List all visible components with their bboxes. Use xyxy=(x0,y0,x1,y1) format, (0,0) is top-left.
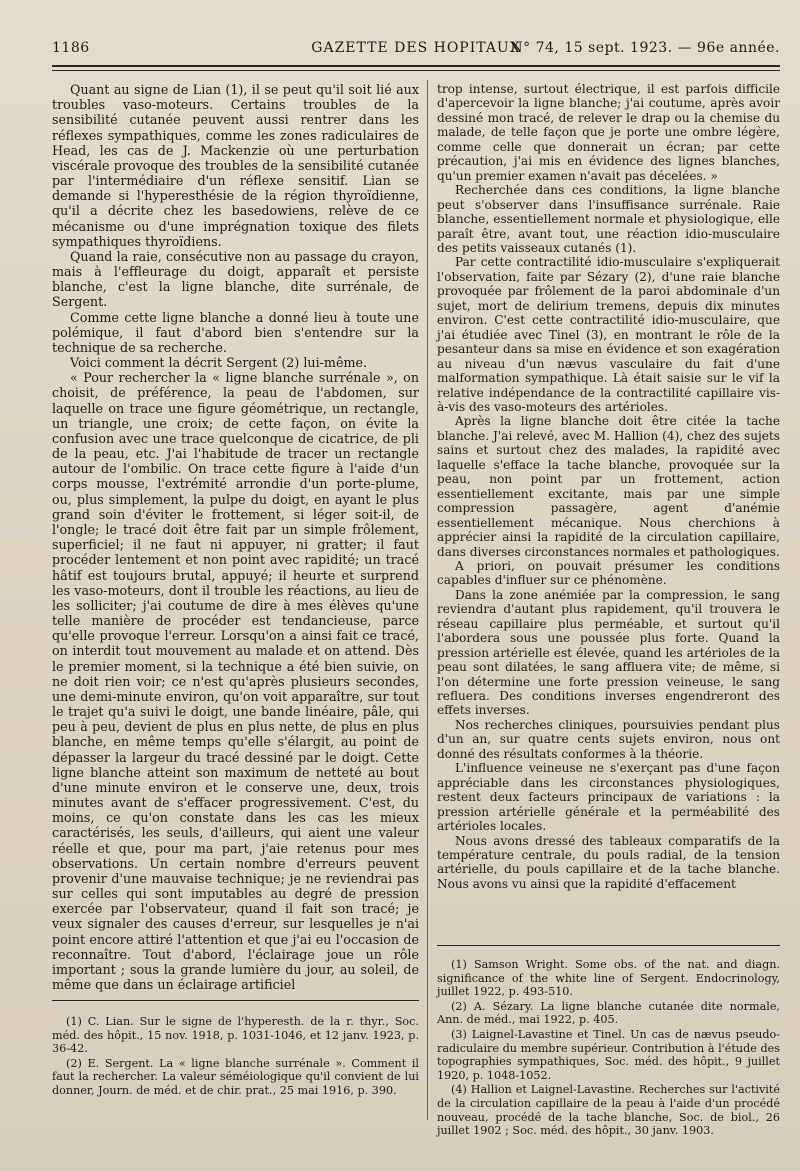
footnote: (2) E. Sergent. La « ligne blanche surrénale ». Comment il faut la rechercher. La valeur séméiologique qu'il convient de lui donner, Journ. de méd. et de chir. prat., 25 mai 1916, p. 390. xyxy=(52,1056,419,1097)
footnote: (3) Laignel-Lavastine et Tinel. Un cas de nævus pseudo-radiculaire du membre supérieur. Contribution à l'étude des topographies sympathiques, Soc. méd. des hôpit., 9 juillet 1920, p. 1048-1052. xyxy=(437,1027,780,1082)
footnote-rule-right xyxy=(437,945,780,946)
paragraph: Dans la zone anémiée par la compression, le sang reviendra d'autant plus rapidement, qu'il trouvera le réseau capillaire plus perméable, et surtout qu'il l'abordera sous une poussée plus forte. Quand la pression artérielle est élevée, quand les artérioles de la peau sont dilatées, le sang affluera vite; de même, si l'on détermine une forte pression veineuse, le sang refluera. Des conditions inverses engendreront des effets inverses. xyxy=(437,587,780,718)
footnotes-right xyxy=(437,958,780,1139)
left-column xyxy=(52,82,419,992)
footnotes-left xyxy=(52,1015,419,1099)
page-number: 1186 xyxy=(52,40,90,56)
paragraph: Nous avons dressé des tableaux comparatifs de la température centrale, du pouls radial, de la tension artérielle, du pouls capillaire et de la tache blanche. Nous avons vu ainsi que la rapidité d'effacement xyxy=(437,833,780,891)
header-rule xyxy=(52,65,780,67)
journal-title: GAZETTE DES HOPITAUX xyxy=(311,40,521,56)
footnote: (4) Hallion et Laignel-Lavastine. Recherches sur l'activité de la circulation capillaire de la peau à l'aide d'un procédé nouveau, procédé de la tache blanche, Soc. de biol., 26 juillet 1902 ; Soc. méd. des hôpit., 30 janv. 1903. xyxy=(437,1083,780,1138)
paragraph: trop intense, surtout électrique, il est parfois difficile d'apercevoir la ligne blanche; j'ai coutume, après avoir dessiné mon tracé, de relever le drap ou la chemise du malade, de telle façon que je porte une ombre légère, comme celle que donnerait un écran; par cette précaution, j'ai mis en évidence des lignes blanches, qu'un premier examen n'avait pas décelées. » xyxy=(437,82,780,183)
paragraph: Quant au signe de Lian (1), il se peut qu'il soit lié aux troubles vaso-moteurs. Certains troubles de la sensibilité cutanée peuvent aussi rentrer dans les réflexes sympathiques, comme les zones radiculaires de Head, les cas de J. Mackenzie où une perturbation viscérale provoque des troubles de la sensibilité cutanée par l'intermédiaire d'un réflexe sensitif. Lian se demande si l'hyperesthésie de la région thyroïdienne, qu'il a décrite chez les basedowiens, relève de ce mécanisme ou d'une imprégnation toxique des filets sympathiques thyroïdiens. xyxy=(52,82,419,249)
header-rule-thin xyxy=(52,70,780,71)
footnote: (1) C. Lian. Sur le signe de l'hyperesth. de la r. thyr., Soc. méd. des hôpit., 15 nov. 1918, p. 1031-1046, et 12 janv. 1923, p. 36-42. xyxy=(52,1015,419,1056)
paragraph: Après la ligne blanche doit être citée la tache blanche. J'ai relevé, avec M. Hallion (4), chez des sujets sains et surtout chez des malades, la rapidité avec laquelle s'efface la tache blanche, provoquée sur la peau, non point par un frottement, action essentiellement excitante, mais par une simple compression passagère, agent d'anémie essentiellement mécanique. Nous cherchions à apprécier ainsi la rapidité de la circulation capillaire, dans diverses circonstances normales et pathologiques. xyxy=(437,414,780,559)
footnote: (2) A. Sézary. La ligne blanche cutanée dite normale, Ann. de méd., mai 1922, p. 405. xyxy=(437,999,780,1027)
paragraph: Voici comment la décrit Sergent (2) lui-même. xyxy=(70,355,368,371)
column-divider xyxy=(427,80,428,1120)
footnote-rule-left xyxy=(52,1000,419,1001)
paragraph: Nos recherches cliniques, poursuivies pendant plus d'un an, sur quatre cents sujets environ, nous ont donné des résultats conformes à la théorie. xyxy=(437,717,780,761)
paragraph: Recherchée dans ces conditions, la ligne blanche peut s'observer dans l'insuffisance surrénale. Raie blanche, essentiellement normale et physiologique, elle paraît être, avant tout, une réaction idio-musculaire des petits vaisseaux cutanés (1). xyxy=(437,183,780,255)
footnote: (1) Samson Wright. Some obs. of the nat. and diagn. significance of the white line of Sergent. Endocrinology, juillet 1922, p. 493-510. xyxy=(437,958,780,999)
paragraph: Comme cette ligne blanche a donné lieu à toute une polémique, il faut d'abord bien s'entendre sur la technique de sa recherche. xyxy=(52,309,419,355)
paragraph: Quand la raie, consécutive non au passage du crayon, mais à l'effleurage du doigt, apparaît et persiste blanche, c'est la ligne blanche, dite surrénale, de Sergent. xyxy=(52,248,419,310)
page-header xyxy=(52,40,780,62)
paragraph: A priori, on pouvait présumer les conditions capables d'influer sur ce phénomène. xyxy=(437,558,780,588)
paragraph: « Pour rechercher la « ligne blanche surrénale », on choisit, de préférence, la peau de l'abdomen, sur laquelle on trace une figure géométrique, un rectangle, un triangle, une croix; de cette façon, on évite la confusion avec une trace quelconque de cicatrice, de pli de la peau, etc. J'ai l'habitude de tracer un rectangle autour de l'ombilic. On trace cette figure à l'aide d'un corps mousse, l'extrémité arrondie d'un porte-plume, ou, plus simplement, la pulpe du doigt, en ayant le plus grand soin d'éviter le frottement, si léger soit-il, de l'ongle; le tracé doit être fait par un simple frôlement, superficiel; il ne faut ni appuyer, ni gratter; il faut procéder lentement et non point avec rapidité; un tracé hâtif est toujours brutal, appuyé; il heurte et surprend les vaso-moteurs, dont il trouble les réactions, au lieu de les solliciter; j'ai coutume de dire à mes élèves qu'une telle manière de procéder est tendancieuse, parce qu'elle provoque l'erreur. Lorsqu'on a ainsi fait ce tracé, on interdit tout mouvement au malade et on attend. Dès le premier moment, si la technique a été bien suivie, on ne doit rien voir; ce n'est qu'après plusieurs secondes, une demi-minute environ, qu'on voit apparaître, sur tout le trajet qu'a suivi le doigt, une bande linéaire, pâle, qui peu à peu, devient de plus en plus nette, de plus en plus blanche, en même temps qu'elle s'élargit, au point de dépasser la largeur du tracé dessiné par le doigt. Cette ligne blanche atteint son maximum de netteté au bout d'une minute environ et le conserve une, deux, trois minutes avant de s'effacer progressivement. C'est, du moins, ce qu'on constate dans les cas les mieux caractérisés, les seuls, d'ailleurs, qui aient une valeur réelle et que, pour ma part, j'aie retenus pour mes observations. Un certain nombre d'erreurs peuvent provenir d'une mauvaise technique; je ne reviendrai pas sur celles qui sont imputables au degré de pression exercée par l'observateur, quand il fait son tracé; je veux signaler des causes d'erreur, sur lesquelles je n'ai point encore attiré l'attention et que j'ai eu l'occasion de reconnaître. Tout d'abord, l'éclairage joue un rôle important ; sous la grande lumière du jour, au soleil, de même que dans un éclairage artificiel xyxy=(52,370,419,993)
issue-info: N° 74, 15 sept. 1923. — 96e année. xyxy=(510,40,780,56)
paragraph: Par cette contractilité idio-musculaire s'expliquerait l'observation, faite par Sézary (2), d'une raie blanche provoquée par frôlement de la paroi abdominale d'un sujet, mort de delirium tremens, depuis dix minutes environ. C'est cette contractilité idio-musculaire, que j'ai étudiée avec Tinel (3), en montrant le rôle de la pesanteur dans sa mise en évidence et son exagération au niveau d'un nævus vasculaire du fait d'une malformation sympathique. Là était saisie sur le vif la relative indépendance de la contractilité capillaire vis-à-vis des vaso-moteurs des artérioles. xyxy=(437,255,780,414)
paragraph: L'influence veineuse ne s'exerçant pas d'une façon appréciable dans les circonstances physiologiques, restent deux facteurs principaux de variations : la pression artérielle générale et la perméabilité des artérioles locales. xyxy=(437,761,780,834)
right-column xyxy=(437,82,780,891)
